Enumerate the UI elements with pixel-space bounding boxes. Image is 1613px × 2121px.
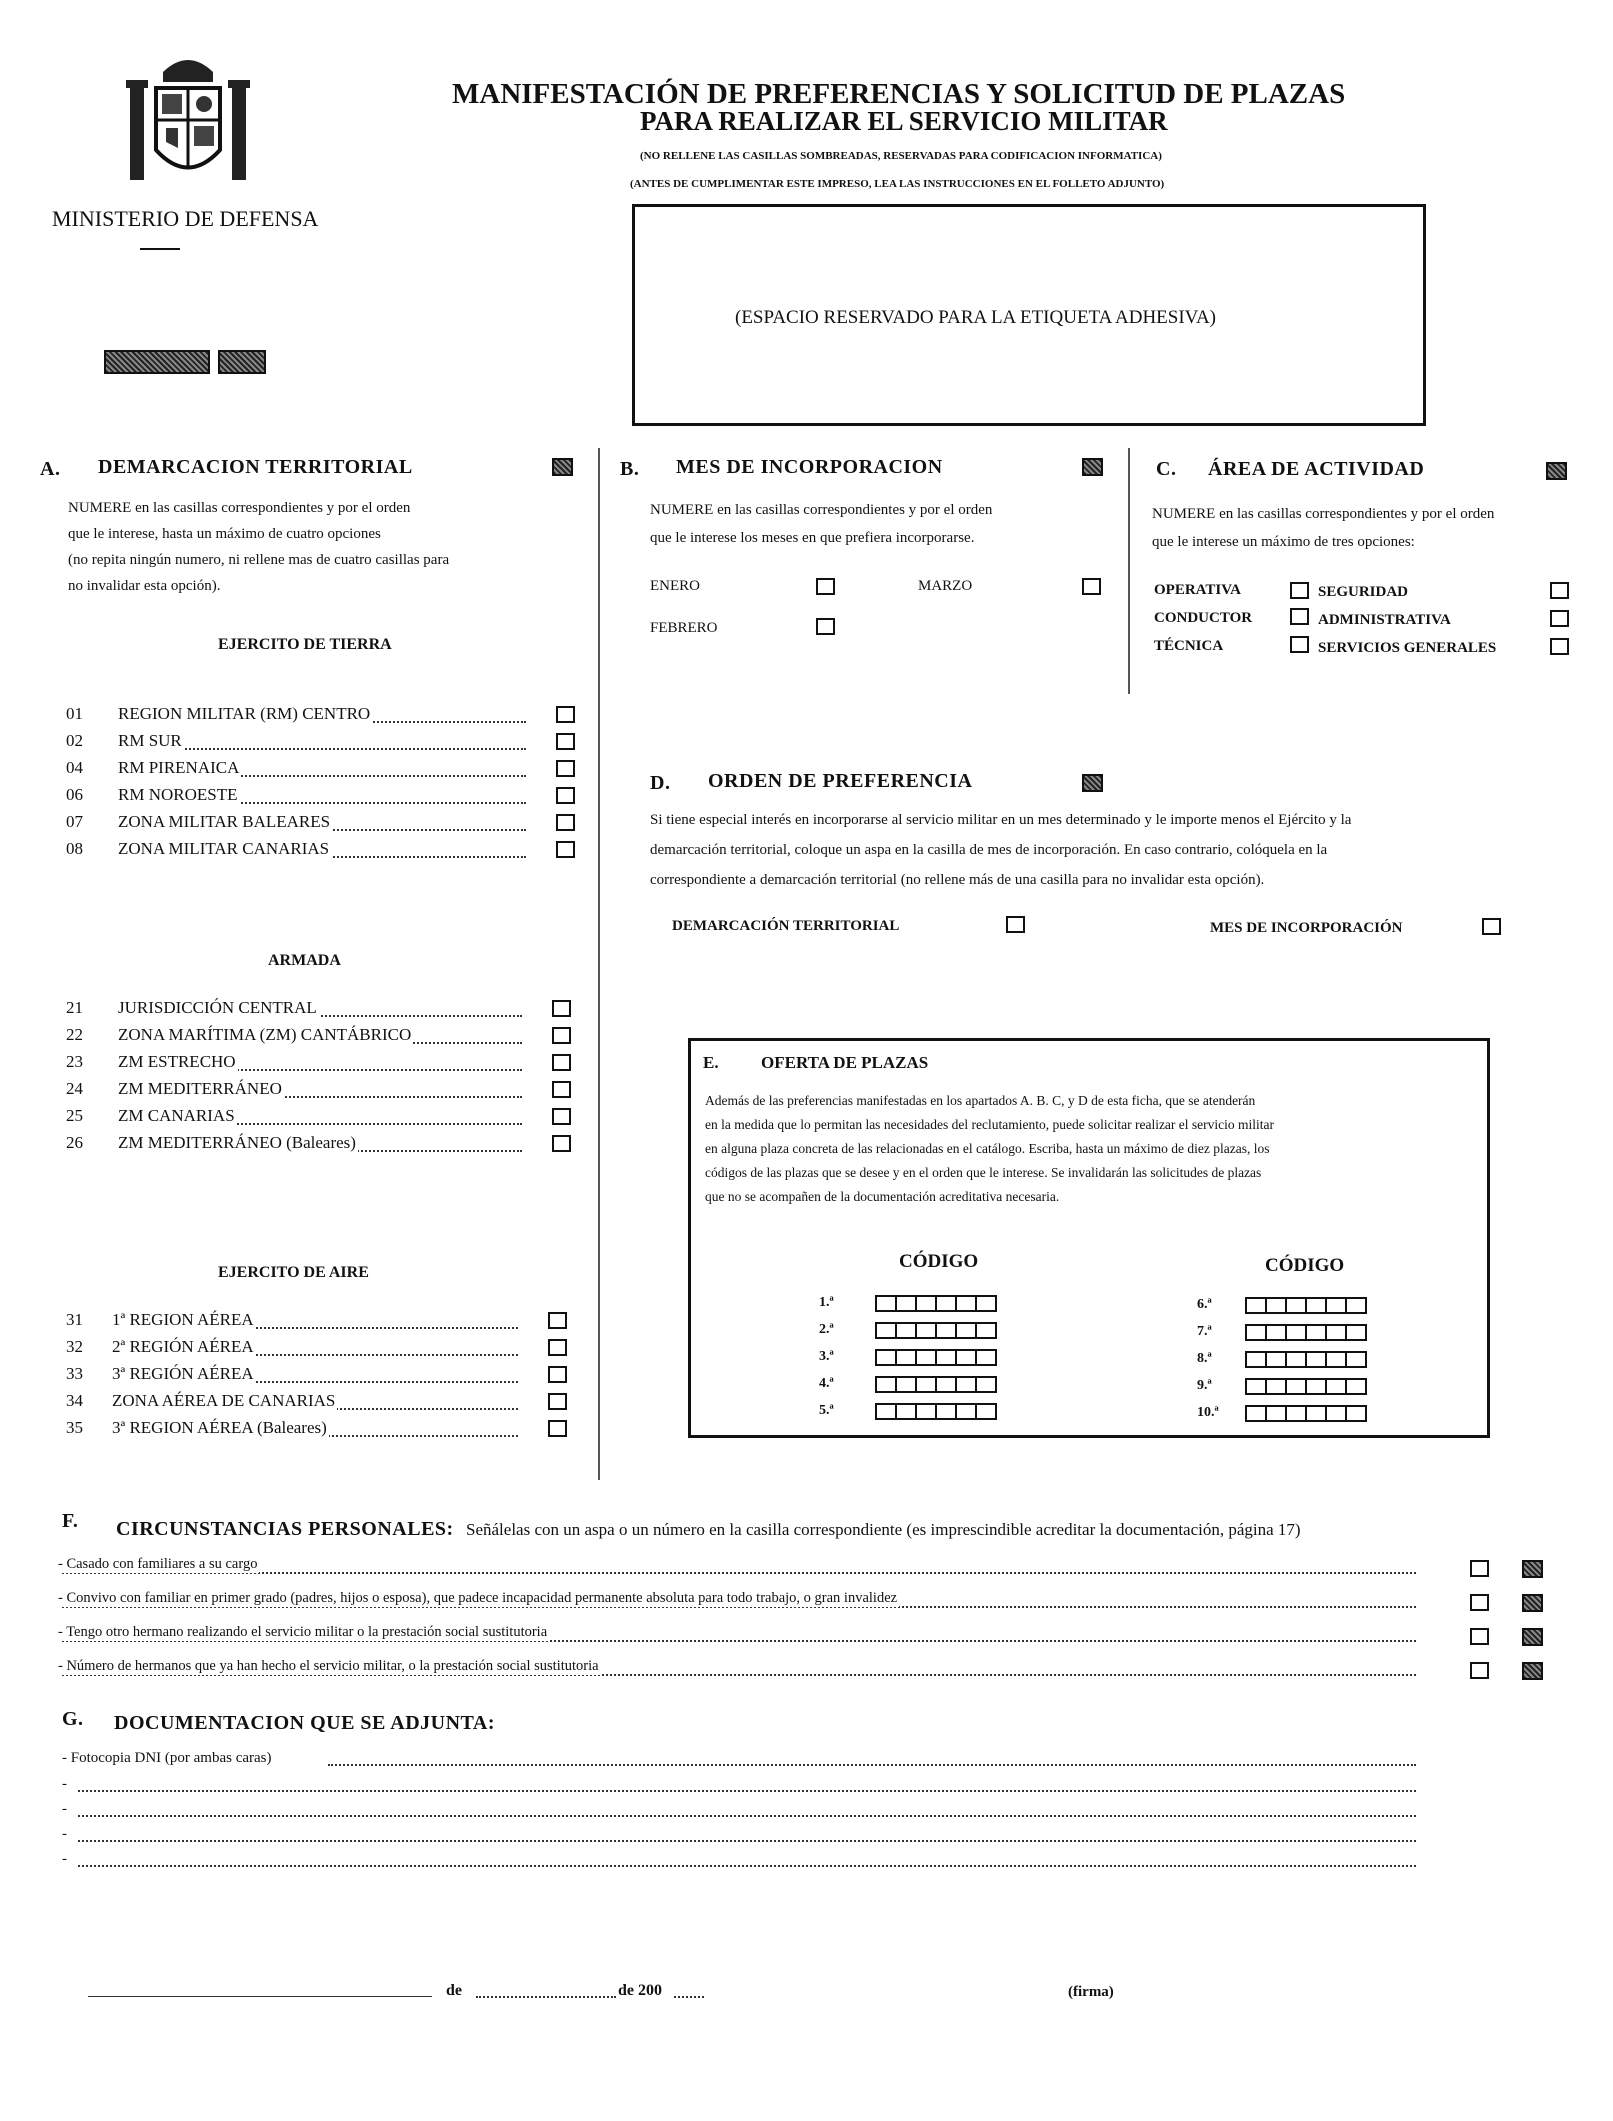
territory-name: ZM MEDITERRÁNEO (Baleares) [118,1133,356,1152]
section-a-shaded [552,458,573,476]
code-digit-box[interactable] [1285,1297,1307,1314]
circumstance-leader [62,1572,1416,1574]
territory-checkbox[interactable] [548,1393,567,1410]
month-febrero-label: FEBRERO [650,620,718,636]
territory-name: 3ª REGION AÉREA (Baleares) [112,1418,327,1437]
code-digit-box[interactable] [895,1295,917,1312]
doc-item-dni-label: - Fotocopia DNI (por ambas caras) [62,1750,272,1766]
code-digit-box[interactable] [1345,1351,1367,1368]
section-d-text-2: demarcación territorial, coloque un aspa en la casilla de mes de incorporación. En caso contrario, colóquela en la [650,842,1328,858]
territory-code: 06 [66,785,83,804]
territory-name: 3ª REGIÓN AÉREA [112,1364,254,1383]
code-digit-box[interactable] [935,1349,957,1366]
territory-checkbox[interactable] [552,1027,571,1044]
code-digit-box[interactable] [875,1403,897,1420]
code-digit-box[interactable] [975,1403,997,1420]
territory-code: 24 [66,1079,83,1098]
form-title-line1: MANIFESTACIÓN DE PREFERENCIAS Y SOLICITUD DE PLAZAS [452,78,1346,110]
territory-code: 08 [66,839,83,858]
territory-checkbox[interactable] [548,1366,567,1383]
coat-of-arms-emblem [118,50,258,190]
code-digit-box[interactable] [1245,1351,1267,1368]
code-order-label: 6.ª [1197,1297,1212,1312]
code-digit-box[interactable] [1305,1297,1327,1314]
code-digit-box[interactable] [955,1349,977,1366]
area-tecnica-checkbox[interactable] [1290,636,1309,653]
doc-item-line[interactable] [78,1865,1416,1867]
territory-checkbox[interactable] [552,1108,571,1125]
code-digit-box[interactable] [895,1322,917,1339]
code-digit-box[interactable] [1345,1405,1367,1422]
preference-mes-label: MES DE INCORPORACIÓN [1210,920,1403,936]
area-operativa-label: OPERATIVA [1154,582,1241,598]
section-e-text-4: códigos de las plazas que se desee y en el orden que le interese. Se invalidarán las solicitudes de plazas [705,1165,1262,1180]
code-digit-box[interactable] [1345,1324,1367,1341]
section-b-title: MES DE INCORPORACION [676,456,943,478]
territory-name: RM SUR [118,731,182,750]
code-input-row[interactable] [1245,1324,1365,1341]
territory-code: 35 [66,1418,83,1437]
territory-code: 04 [66,758,83,777]
territory-checkbox[interactable] [556,787,575,804]
section-b-instr-1: NUMERE en las casillas correspondientes y por el orden [650,502,993,518]
doc-item-dash: - [62,1801,67,1817]
circumstance-shaded-box [1522,1594,1543,1612]
territory-name: JURISDICCIÓN CENTRAL [118,998,317,1017]
territory-name: ZM ESTRECHO [118,1052,236,1071]
code-digit-box[interactable] [915,1322,937,1339]
section-e-text-1: Además de las preferencias manifestadas en los apartados A. B. C, y D de esta ficha, que se atenderán [705,1093,1256,1108]
territory-name: ZONA MARÍTIMA (ZM) CANTÁBRICO [118,1025,412,1044]
shaded-code-box-1 [104,350,210,374]
section-c-instr-2: que le interese un máximo de tres opciones: [1152,534,1415,550]
tierra-heading: EJERCITO DE TIERRA [218,636,392,653]
section-e-title: OFERTA DE PLAZAS [761,1053,929,1072]
section-b-instr-2: que le interese los meses en que prefiera incorporarse. [650,530,975,546]
ministry-underline [140,248,180,250]
circumstance-checkbox[interactable] [1470,1560,1489,1577]
code-order-label: 1.ª [819,1295,834,1310]
code-digit-box[interactable] [915,1349,937,1366]
doc-item-line[interactable] [78,1840,1416,1842]
circumstance-label: - Número de hermanos que ya han hecho el servicio militar, o la prestación social sustitutoria [58,1658,599,1674]
preference-demarcacion-label: DEMARCACIÓN TERRITORIAL [672,918,900,934]
code-digit-box[interactable] [935,1295,957,1312]
section-a-instr-1: NUMERE en las casillas correspondientes y por el orden [68,500,411,516]
section-e-box [688,1038,1490,1438]
code-digit-box[interactable] [1245,1324,1267,1341]
territory-code: 01 [66,704,83,723]
column-divider-left [598,448,600,1480]
code-digit-box[interactable] [1285,1405,1307,1422]
code-digit-box[interactable] [935,1403,957,1420]
code-input-row[interactable] [875,1322,995,1339]
signature-label: (firma) [1068,1984,1114,2000]
territory-checkbox[interactable] [556,841,575,858]
circumstance-label: - Tengo otro hermano realizando el servicio militar o la prestación social sustitutoria [58,1624,548,1640]
month-marzo-checkbox[interactable] [1082,578,1101,595]
doc-item-dni-line[interactable] [328,1764,1416,1766]
code-digit-box[interactable] [1245,1405,1267,1422]
code-digit-box[interactable] [1305,1405,1327,1422]
note-instructions: (ANTES DE CUMPLIMENTAR ESTE IMPRESO, LEA LAS INSTRUCCIONES EN EL FOLLETO ADJUNTO) [630,178,1165,190]
code-digit-box[interactable] [1325,1405,1347,1422]
section-a-letter: A. [40,458,61,480]
circumstance-label: - Casado con familiares a su cargo [58,1556,258,1572]
area-seguridad-checkbox[interactable] [1550,582,1569,599]
date-de-2: de 200 [618,1982,662,1999]
territory-code: 34 [66,1391,83,1410]
code-digit-box[interactable] [895,1349,917,1366]
code-digit-box[interactable] [1245,1297,1267,1314]
section-c-instr-1: NUMERE en las casillas correspondientes y por el orden [1152,506,1495,522]
code-digit-box[interactable] [1305,1324,1327,1341]
code-digit-box[interactable] [1345,1378,1367,1395]
code-input-row[interactable] [875,1295,995,1312]
territory-code: 22 [66,1025,83,1044]
code-order-label: 10.ª [1197,1405,1219,1420]
section-c-letter: C. [1156,458,1177,480]
date-de-1: de [446,1982,462,1999]
territory-code: 26 [66,1133,83,1152]
code-digit-box[interactable] [955,1403,977,1420]
territory-code: 07 [66,812,83,831]
territory-code: 33 [66,1364,83,1383]
territory-code: 32 [66,1337,83,1356]
code-digit-box[interactable] [1325,1378,1347,1395]
aire-heading: EJERCITO DE AIRE [218,1264,369,1281]
section-e-text-5: que no se acompañen de la documentación acreditativa necesaria. [705,1189,1060,1204]
doc-item-line[interactable] [78,1815,1416,1817]
circumstance-checkbox[interactable] [1470,1594,1489,1611]
circumstance-checkbox[interactable] [1470,1628,1489,1645]
code-digit-box[interactable] [1265,1378,1287,1395]
section-c-title: ÁREA DE ACTIVIDAD [1208,458,1425,480]
doc-item-line[interactable] [78,1790,1416,1792]
territory-name: REGION MILITAR (RM) CENTRO [118,704,371,723]
section-a-instr-2: que le interese, hasta un máximo de cuatro opciones [68,526,381,542]
code-order-label: 9.ª [1197,1378,1212,1393]
circumstance-shaded-box [1522,1560,1543,1578]
code-digit-box[interactable] [1305,1378,1327,1395]
area-operativa-checkbox[interactable] [1290,582,1309,599]
section-a-instr-4: no invalidar esta opción). [68,578,221,594]
section-f-title: CIRCUNSTANCIAS PERSONALES: [116,1518,454,1540]
territory-code: 23 [66,1052,83,1071]
territory-checkbox[interactable] [548,1312,567,1329]
circumstance-shaded-box [1522,1628,1543,1646]
section-d-shaded [1082,774,1103,792]
territory-checkbox[interactable] [556,733,575,750]
code-digit-box[interactable] [1285,1324,1307,1341]
code-digit-box[interactable] [895,1403,917,1420]
code-order-label: 7.ª [1197,1324,1212,1339]
section-e-letter: E. [703,1053,719,1072]
code-input-row[interactable] [1245,1297,1365,1314]
territory-name: 2ª REGIÓN AÉREA [112,1337,254,1356]
code-input-row[interactable] [1245,1351,1365,1368]
area-administrativa-label: ADMINISTRATIVA [1318,612,1451,628]
territory-code: 21 [66,998,83,1017]
section-d-title: ORDEN DE PREFERENCIA [708,770,973,792]
section-g-letter: G. [62,1708,84,1730]
territory-checkbox[interactable] [552,1054,571,1071]
adhesive-label-text: (ESPACIO RESERVADO PARA LA ETIQUETA ADHESIVA) [735,307,1217,328]
circumstance-label: - Convivo con familiar en primer grado (padres, hijos o esposa), que padece incapacidad permanente absoluta para todo trabajo, o gran invalidez [58,1590,898,1606]
doc-item-dash: - [62,1776,67,1792]
territory-code: 31 [66,1310,83,1329]
territory-checkbox[interactable] [548,1420,567,1437]
section-b-letter: B. [620,458,640,480]
territory-checkbox[interactable] [552,1000,571,1017]
section-e-text-2: en la medida que lo permitan las necesidades del reclutamiento, puede solicitar realizar el servicio militar [705,1117,1275,1132]
code-order-label: 5.ª [819,1403,834,1418]
area-conductor-checkbox[interactable] [1290,608,1309,625]
code-digit-box[interactable] [1305,1351,1327,1368]
section-b-shaded [1082,458,1103,476]
day-month-line[interactable] [476,1996,616,1998]
code-digit-box[interactable] [975,1295,997,1312]
section-e-text-3: en alguna plaza concreta de las relacionadas en el catálogo. Escriba, hasta un máximo de diez plazas, los [705,1141,1270,1156]
month-marzo-label: MARZO [918,578,973,594]
section-f-subtitle: Señálelas con un aspa o un número en la casilla correspondiente (es imprescindible acreditar la documentación, página 17) [466,1520,1301,1539]
section-a-instr-3: (no repita ningún numero, ni rellene mas de cuatro casillas para [68,552,450,568]
section-g-title: DOCUMENTACION QUE SE ADJUNTA: [114,1712,496,1734]
code-input-row[interactable] [1245,1405,1365,1422]
month-enero-checkbox[interactable] [816,578,835,595]
code-digit-box[interactable] [1325,1351,1347,1368]
area-servicios-label: SERVICIOS GENERALES [1318,640,1497,656]
code-digit-box[interactable] [1325,1324,1347,1341]
territory-checkbox[interactable] [552,1135,571,1152]
territory-name: RM NOROESTE [118,785,238,804]
code-digit-box[interactable] [1245,1378,1267,1395]
column-divider-right [1128,448,1130,694]
code-order-label: 4.ª [819,1376,834,1391]
territory-name: ZONA AÉREA DE CANARIAS [112,1391,336,1410]
code-digit-box[interactable] [915,1403,937,1420]
area-seguridad-label: SEGURIDAD [1318,584,1409,600]
code-digit-box[interactable] [1265,1324,1287,1341]
code-digit-box[interactable] [875,1349,897,1366]
area-servicios-checkbox[interactable] [1550,638,1569,655]
code-digit-box[interactable] [955,1322,977,1339]
territory-checkbox[interactable] [552,1081,571,1098]
area-administrativa-checkbox[interactable] [1550,610,1569,627]
territory-code: 25 [66,1106,83,1125]
territory-name: ZONA MILITAR CANARIAS [118,839,330,858]
doc-item-dash: - [62,1851,67,1867]
armada-heading: ARMADA [268,952,341,969]
code-digit-box[interactable] [935,1376,957,1393]
territory-checkbox[interactable] [556,760,575,777]
code-input-row[interactable] [875,1376,995,1393]
place-line[interactable] [88,1996,432,1997]
code-input-row[interactable] [1245,1378,1365,1395]
adhesive-label-area [632,204,1426,426]
territory-name: ZM MEDITERRÁNEO [118,1079,282,1098]
code-digit-box[interactable] [955,1295,977,1312]
doc-item-dash: - [62,1826,67,1842]
circumstance-checkbox[interactable] [1470,1662,1489,1679]
code-digit-box[interactable] [875,1376,897,1393]
code-digit-box[interactable] [1325,1297,1347,1314]
ministry-name: MINISTERIO DE DEFENSA [52,206,319,231]
code-order-label: 8.ª [1197,1351,1212,1366]
code-input-row[interactable] [875,1403,995,1420]
code-order-label: 3.ª [819,1349,834,1364]
code-input-row[interactable] [875,1349,995,1366]
preference-mes-checkbox[interactable] [1482,918,1501,935]
code-digit-box[interactable] [1265,1405,1287,1422]
note-shaded-boxes: (NO RELLENE LAS CASILLAS SOMBREADAS, RESERVADAS PARA CODIFICACION INFORMATICA) [640,150,1162,162]
code-digit-box[interactable] [875,1295,897,1312]
code-digit-box[interactable] [1285,1378,1307,1395]
territory-checkbox[interactable] [556,814,575,831]
code-digit-box[interactable] [975,1322,997,1339]
territory-checkbox[interactable] [556,706,575,723]
code-digit-box[interactable] [1265,1297,1287,1314]
shaded-code-box-2 [218,350,266,374]
month-enero-label: ENERO [650,578,700,594]
territory-code: 02 [66,731,83,750]
code-digit-box[interactable] [1285,1351,1307,1368]
code-header-right: CÓDIGO [1265,1255,1345,1276]
code-digit-box[interactable] [975,1349,997,1366]
code-digit-box[interactable] [895,1376,917,1393]
code-digit-box[interactable] [875,1322,897,1339]
section-a-title: DEMARCACION TERRITORIAL [98,456,413,478]
section-c-shaded [1546,462,1567,480]
section-d-text-3: correspondiente a demarcación territorial (no rellene más de una casilla para no invalidar esta opción). [650,872,1265,888]
code-digit-box[interactable] [975,1376,997,1393]
preference-demarcacion-checkbox[interactable] [1006,916,1025,933]
territory-checkbox[interactable] [548,1339,567,1356]
code-digit-box[interactable] [1345,1297,1367,1314]
form-title-line2: PARA REALIZAR EL SERVICIO MILITAR [640,106,1168,136]
section-d-text-1: Si tiene especial interés en incorporarse al servicio militar en un mes determinado y le importe menos el Ejército y la [650,812,1352,828]
code-digit-box[interactable] [1265,1351,1287,1368]
section-f-letter: F. [62,1510,79,1532]
circumstance-shaded-box [1522,1662,1543,1680]
code-digit-box[interactable] [915,1376,937,1393]
territory-name: 1ª REGION AÉREA [112,1310,254,1329]
territory-name: RM PIRENAICA [118,758,240,777]
code-order-label: 2.ª [819,1322,834,1337]
section-d-letter: D. [650,772,671,794]
code-digit-box[interactable] [915,1295,937,1312]
code-digit-box[interactable] [955,1376,977,1393]
code-digit-box[interactable] [935,1322,957,1339]
territory-name: ZM CANARIAS [118,1106,235,1125]
area-conductor-label: CONDUCTOR [1154,610,1253,626]
year-line[interactable] [674,1996,704,1998]
area-tecnica-label: TÉCNICA [1154,638,1224,654]
month-febrero-checkbox[interactable] [816,618,835,635]
code-header-left: CÓDIGO [899,1251,979,1272]
territory-name: ZONA MILITAR BALEARES [118,812,331,831]
